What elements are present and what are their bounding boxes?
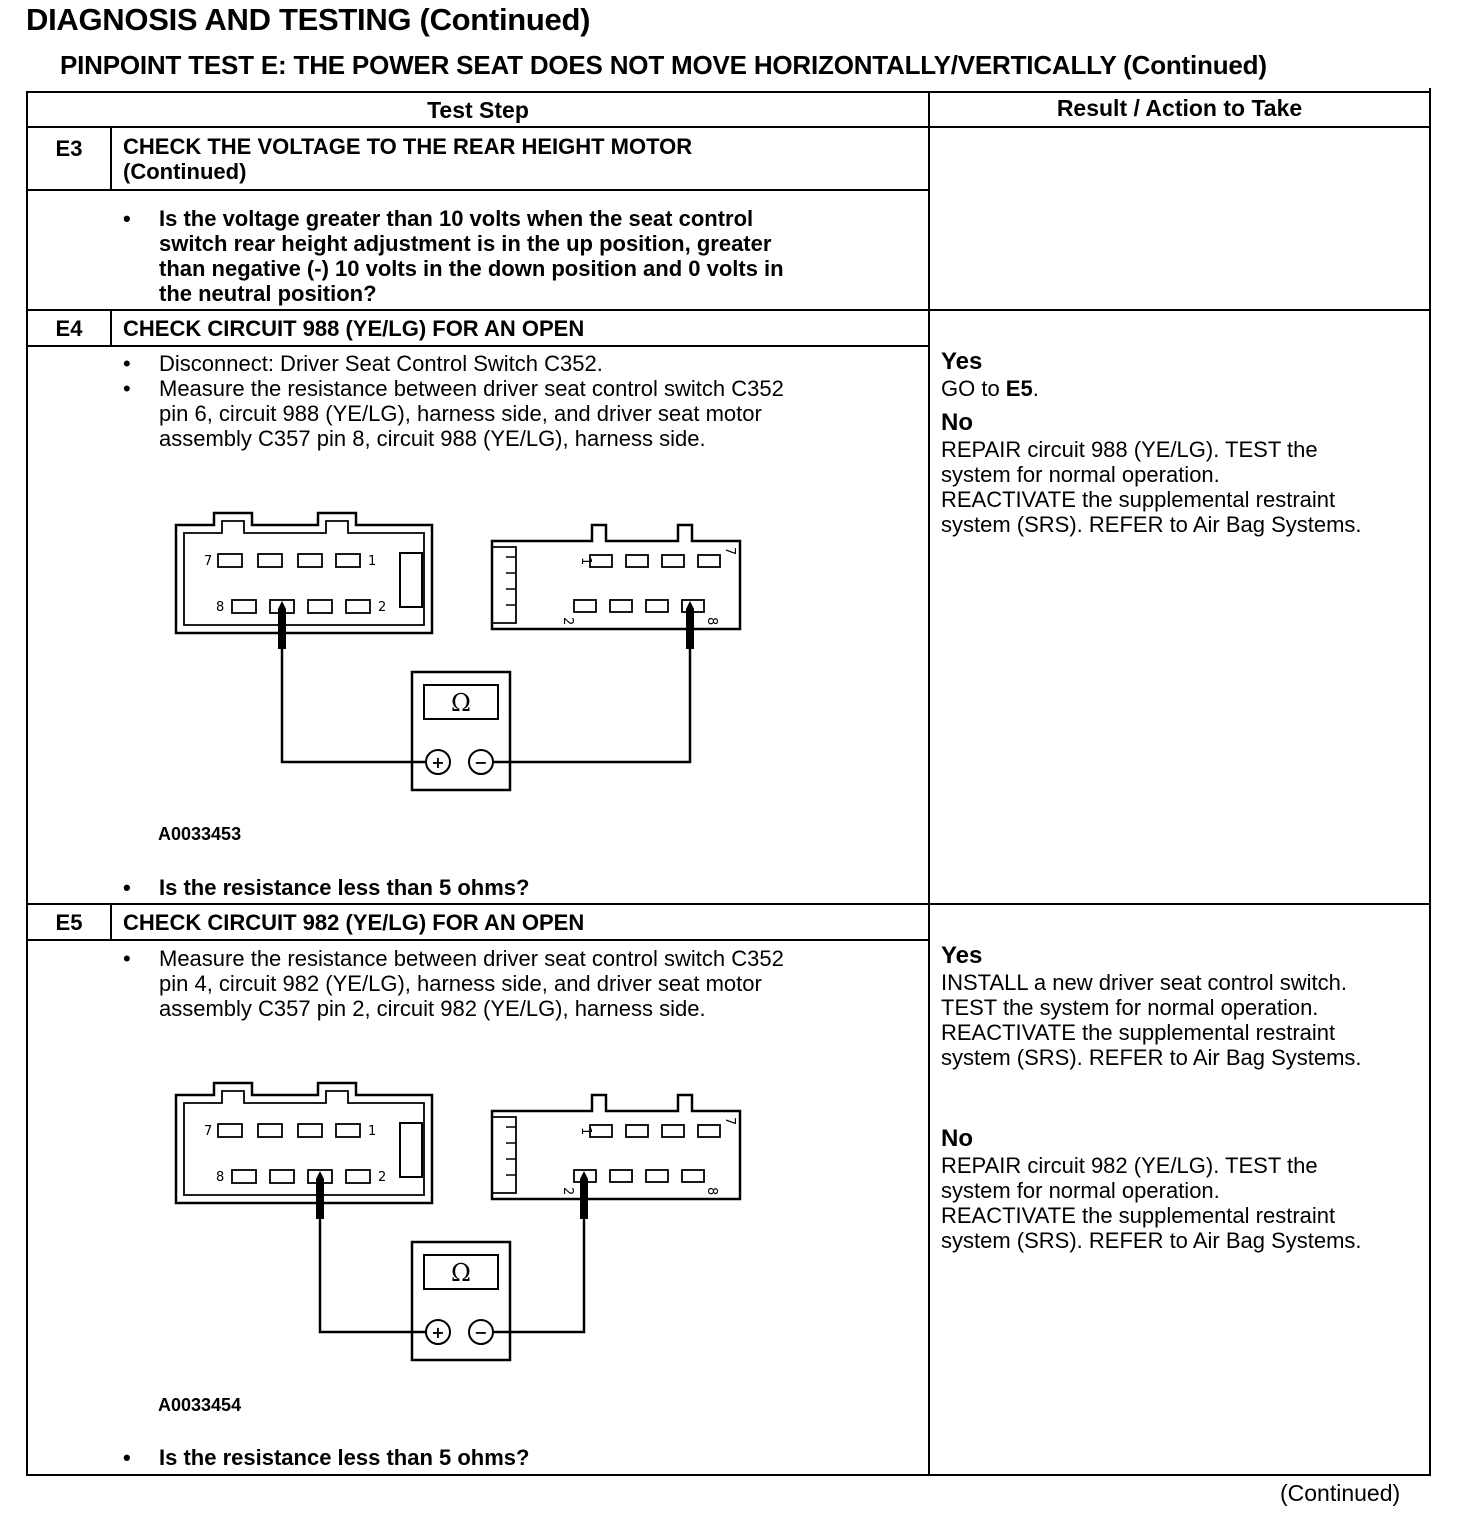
c352-label-8: 8: [216, 1170, 225, 1185]
lead-wire-right: [493, 645, 690, 762]
c352-pin-4: [336, 554, 360, 567]
c352-pin-2b: [308, 600, 332, 613]
e4-question-text: Is the resistance less than 5 ohms?: [159, 875, 530, 900]
e5-step-title: CHECK CIRCUIT 982 (YE/LG) FOR AN OPEN: [123, 910, 585, 935]
minus-label: −: [474, 753, 488, 772]
e5-yes-label: Yes: [941, 942, 983, 969]
e4-step-id: E4: [55, 316, 83, 341]
c357-label-2: 2: [560, 617, 575, 626]
e3-title-divider: [26, 189, 930, 191]
e5-yes-line2: TEST the system for normal operation.: [941, 995, 1319, 1020]
bullet-icon: •: [123, 376, 131, 401]
c357-pin-7: [698, 555, 720, 567]
c357-pin-3: [610, 1170, 632, 1182]
e5-title-divider: [26, 939, 930, 941]
c352-pin-5: [298, 554, 322, 567]
e5-b1-line1: Measure the resistance between driver seat control switch C352: [159, 946, 784, 971]
c357-connector-outer: [492, 1095, 740, 1199]
c352-pin-7: [218, 1124, 242, 1137]
c357-label-8: 8: [704, 617, 719, 626]
c352-pin-3: [270, 1170, 294, 1183]
c357-pin-1b: [626, 555, 648, 567]
e3-q-line3: than negative (-) 10 volts in the down position and 0 volts in: [159, 256, 784, 281]
c357-pin-1b: [626, 1125, 648, 1137]
e4-yes-label: Yes: [941, 348, 983, 375]
lead-wire-left: [320, 1215, 426, 1332]
c352-latch: [400, 1123, 422, 1177]
c357-pin-8: [682, 1170, 704, 1182]
c357-label-1: 1: [578, 1127, 593, 1136]
c352-latch: [400, 553, 422, 607]
c352-connector-outer: [176, 513, 432, 633]
c357-pin-3: [610, 600, 632, 612]
probe-right-icon: [580, 1171, 588, 1219]
e4-no-line1: REPAIR circuit 988 (YE/LG). TEST the: [941, 437, 1318, 462]
c352-pin-4: [336, 1124, 360, 1137]
minus-label: −: [474, 1323, 488, 1342]
e5-figure-id: A0033454: [158, 1395, 242, 1415]
e3-title-line2: (Continued): [123, 159, 247, 184]
c357-pin-4: [646, 1170, 668, 1182]
c352-connector-outer: [176, 1083, 432, 1203]
e4-result: [941, 348, 1426, 537]
e4-yes-pre: GO to: [941, 376, 1006, 401]
c352-label-7: 7: [204, 554, 213, 569]
bullet-icon: •: [123, 946, 131, 971]
c357-pin-1c: [662, 1125, 684, 1137]
lead-wire-left: [282, 645, 426, 762]
e5-question-text: Is the resistance less than 5 ohms?: [159, 1445, 530, 1470]
e4-title-divider: [26, 345, 930, 347]
e3-q-line1: Is the voltage greater than 10 volts when the seat control: [159, 206, 754, 231]
c352-pin-2: [346, 1170, 370, 1183]
c357-pin-4: [646, 600, 668, 612]
e4-b1-text: Disconnect: Driver Seat Control Switch C352.: [159, 351, 603, 376]
e4-yes-target: E5: [1005, 376, 1033, 401]
table-border-left: [26, 93, 28, 1476]
c357-label-2: 2: [560, 1187, 575, 1196]
c352-pin-2: [346, 600, 370, 613]
table-border-top: [26, 91, 1431, 93]
bullet-icon: •: [123, 351, 131, 376]
c352-label-2: 2: [378, 600, 387, 615]
c352-pin-7: [218, 554, 242, 567]
bullet-icon: •: [123, 875, 131, 900]
header-divider: [26, 126, 1431, 128]
bullet-icon: •: [123, 206, 131, 231]
e5-no-line4: system (SRS). REFER to Air Bag Systems.: [941, 1228, 1362, 1253]
c352-label-2: 2: [378, 1170, 387, 1185]
e5-result-no: [941, 1125, 1426, 1253]
e5-no-line2: system for normal operation.: [941, 1178, 1220, 1203]
e4-b2-line1: Measure the resistance between driver seat control switch C352: [159, 376, 784, 401]
bullet-icon: •: [123, 1445, 131, 1470]
c352-pin-6: [258, 554, 282, 567]
e4-yes-post: .: [1032, 376, 1039, 401]
e4-no-line2: system for normal operation.: [941, 462, 1220, 487]
c357-latch: [492, 547, 516, 623]
e5-id-divider: [110, 904, 112, 941]
e4-b2-line2: pin 6, circuit 988 (YE/LG), harness side, and driver seat motor: [159, 401, 762, 426]
e3-q-line2: switch rear height adjustment is in the up position, greater: [159, 231, 772, 256]
page-title: DIAGNOSIS AND TESTING (Continued): [26, 2, 591, 37]
continued-footer: (Continued): [1280, 1480, 1401, 1506]
c357-pin-1c: [662, 555, 684, 567]
probe-right-icon: [686, 601, 694, 649]
plus-label: +: [431, 753, 445, 772]
e4-b2-line3: assembly C357 pin 8, circuit 988 (YE/LG), harness side.: [159, 426, 706, 451]
c352-label-8: 8: [216, 600, 225, 615]
e5-no-line1: REPAIR circuit 982 (YE/LG). TEST the: [941, 1153, 1318, 1178]
e5-b1-line3: assembly C357 pin 2, circuit 982 (YE/LG), harness side.: [159, 996, 706, 1021]
e5-no-label: No: [941, 1125, 973, 1152]
e5-b1-line2: pin 4, circuit 982 (YE/LG), harness side, and driver seat motor: [159, 971, 762, 996]
e4-wiring-diagram: [170, 505, 760, 800]
header-result: Result / Action to Take: [1056, 95, 1303, 121]
ohm-symbol: Ω: [451, 689, 471, 717]
e4-yes-text: [941, 376, 1426, 401]
c357-label-8: 8: [704, 1187, 719, 1196]
probe-left-icon: [316, 1171, 324, 1219]
e3-bottom: [26, 309, 1431, 311]
e4-figure-id: A0033453: [158, 824, 242, 844]
c357-pin-2: [574, 600, 596, 612]
column-divider: [928, 91, 930, 1476]
c352-pin-5: [298, 1124, 322, 1137]
e5-yes-line3: REACTIVATE the supplemental restraint: [941, 1020, 1336, 1045]
page-subtitle: PINPOINT TEST E: THE POWER SEAT DOES NOT MOVE HORIZONTALLY/VERTICALLY (Continued): [60, 50, 1267, 80]
c357-connector-outer: [492, 525, 740, 629]
e3-id-divider: [110, 127, 112, 191]
e5-step-id: E5: [55, 910, 83, 935]
c357-label-7: 7: [722, 1117, 737, 1126]
e5-result: [941, 942, 1426, 1070]
e3-step-id: E3: [55, 136, 83, 161]
plus-label: +: [431, 1323, 445, 1342]
c352-label-1: 1: [368, 554, 377, 569]
header-test-step: Test Step: [427, 97, 529, 123]
c352-pin-6: [258, 1124, 282, 1137]
e4-step-title: CHECK CIRCUIT 988 (YE/LG) FOR AN OPEN: [123, 316, 585, 341]
e4-no-line3: REACTIVATE the supplemental restraint: [941, 487, 1336, 512]
c352-label-7: 7: [204, 1124, 213, 1139]
c352-label-1: 1: [368, 1124, 377, 1139]
c357-label-1: 1: [578, 557, 593, 566]
e5-wiring-diagram: [170, 1075, 760, 1370]
e3-q-line4: the neutral position?: [159, 281, 377, 306]
c357-pin-7: [698, 1125, 720, 1137]
e3-title-line1: CHECK THE VOLTAGE TO THE REAR HEIGHT MOTOR: [123, 134, 693, 159]
e5-yes-line4: system (SRS). REFER to Air Bag Systems.: [941, 1045, 1362, 1070]
c357-label-7: 7: [722, 547, 737, 556]
c352-pin-8: [232, 1170, 256, 1183]
e4-bottom: [26, 903, 1431, 905]
e5-yes-line1: INSTALL a new driver seat control switch.: [941, 970, 1347, 995]
probe-left-icon: [278, 601, 286, 649]
e4-no-line4: system (SRS). REFER to Air Bag Systems.: [941, 512, 1362, 537]
table-border-bottom: [26, 1474, 1431, 1476]
e4-id-divider: [110, 310, 112, 347]
c357-latch: [492, 1117, 516, 1193]
c352-pin-8: [232, 600, 256, 613]
lead-wire-right: [493, 1215, 584, 1332]
e5-no-line3: REACTIVATE the supplemental restraint: [941, 1203, 1336, 1228]
table-border-right: [1429, 88, 1431, 1476]
e3-step-title: [123, 134, 692, 184]
e4-no-label: No: [941, 409, 973, 436]
ohm-symbol: Ω: [451, 1259, 471, 1287]
